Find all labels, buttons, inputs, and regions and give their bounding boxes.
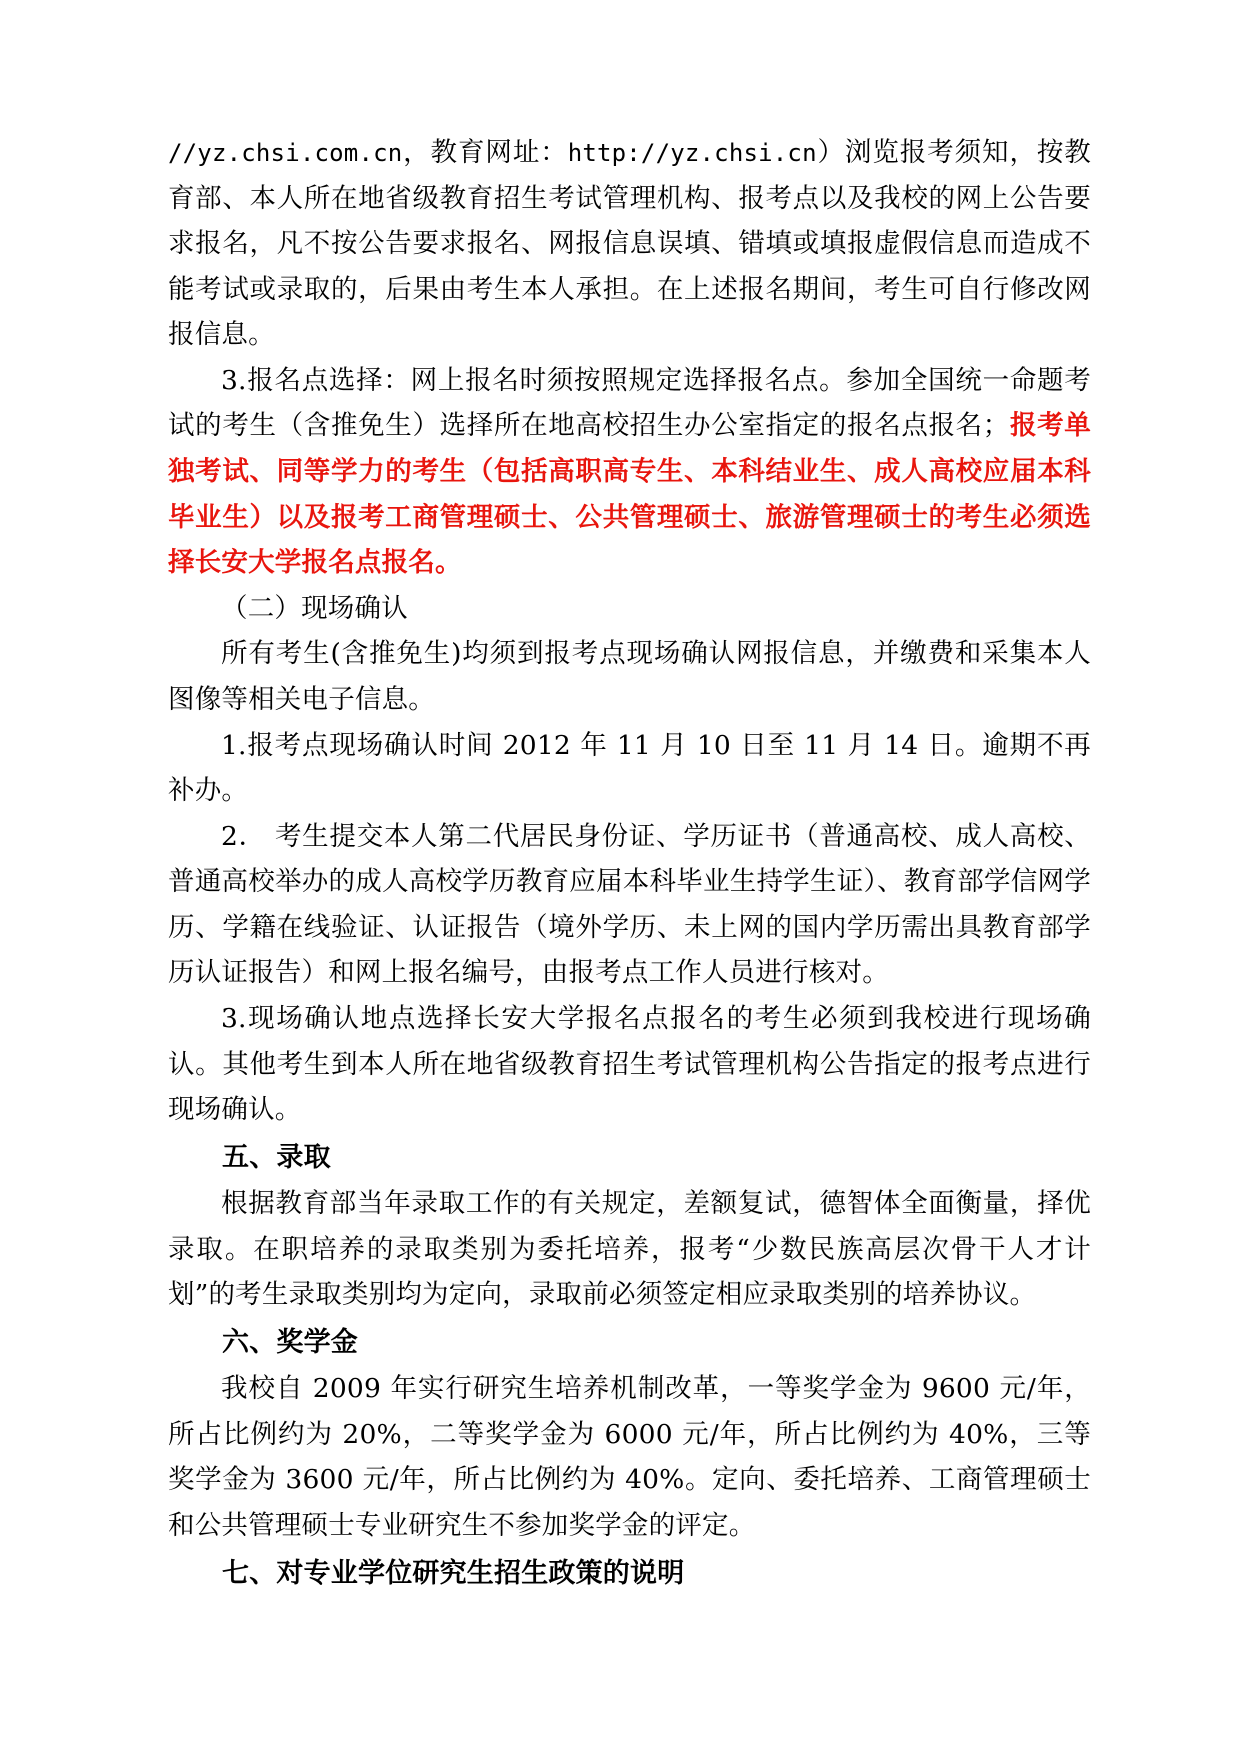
paragraph-admission-body xyxy=(168,1181,1091,1318)
text-run: 根据教育部当年录取工作的有关规定，差额复试，德智体全面衡量，择优录取。在职培养的录取类别为委托培养，报考“少数民族高层次骨干人才计划”的考生录取类别均为定向，录取前必须签定相应录取类别的培养协议。 xyxy=(168,1188,1091,1311)
paragraph-onsite-item-3 xyxy=(168,996,1091,1133)
paragraph-onsite-intro xyxy=(168,631,1091,722)
paragraph-site-selection xyxy=(168,358,1091,586)
document-body xyxy=(168,130,1091,1597)
text-run: 3.现场确认地点选择长安大学报名点报名的考生必须到我校进行现场确认。其他考生到本人所在地省级教育招生考试管理机构公告指定的报考点进行现场确认。 xyxy=(168,1002,1091,1126)
heading-admission xyxy=(168,1135,1091,1181)
text-run: 我校自 2009 年实行研究生培养机制改革，一等奖学金为 9600 元/年，所占比例约为 20%，二等奖学金为 6000 元/年，所占比例约为 40%，三等奖学金为 3600 元/年，所占比例约为 40%。定向、委托培养、工商管理硕士和公共管理硕士专业研究生不参加奖学金的评定。 xyxy=(168,1373,1091,1542)
text-run: 2． 考生提交本人第二代居民身份证、学历证书（普通高校、成人高校、普通高校举办的成人高校学历教育应届本科毕业生持学生证）、教育部学信网学历、学籍在线验证、认证报告（境外学历、未上网的国内学历需出具教育部学历认证报告）和网上报名编号，由报考点工作人员进行核对。 xyxy=(168,820,1091,989)
text-run: 所有考生(含推免生)均须到报考点现场确认网报信息，并缴费和采集本人图像等相关电子信息。 xyxy=(168,638,1091,715)
paragraph-onsite-item-1 xyxy=(168,723,1091,814)
text-run: ）浏览报考须知，按教育部、本人所在地省级教育招生考试管理机构、报考点以及我校的网上公告要求报名，凡不按公告要求报名、网报信息误填、错填或填报虚假信息而造成不能考试或录取的，后果由考生本人承担。在上述报名期间，考生可自行修改网报信息。 xyxy=(168,137,1092,351)
text-run: 五、录取 xyxy=(222,1141,331,1173)
paragraph-onsite-item-2 xyxy=(168,814,1091,996)
paragraph-online-registration xyxy=(168,130,1091,358)
text-run: ，教育网址： xyxy=(402,137,568,168)
paragraph-onsite-confirm-title xyxy=(168,586,1091,632)
text-run: 1.报考点现场确认时间 2012 年 11 月 10 日至 11 月 14 日。逾期不再补办。 xyxy=(168,729,1091,807)
text-run: 七、对专业学位研究生招生政策的说明 xyxy=(222,1557,685,1589)
heading-scholarship xyxy=(168,1320,1091,1366)
url-text: http://yz.chsi.cn xyxy=(567,139,817,167)
paragraph-scholarship-body xyxy=(168,1366,1091,1548)
heading-professional-degree-policy xyxy=(168,1551,1091,1597)
highlighted-text: 报考单独考试、同等学力的考生（包括高职高专生、本科结业生、成人高校应届本科毕业生）以及报考工商管理硕士、公共管理硕士、旅游管理硕士的考生必须选择长安大学报名点报名。 xyxy=(168,410,1091,579)
url-text: //yz.chsi.com.cn xyxy=(168,139,403,167)
text-run: 3.报名点选择：网上报名时须按照规定选择报名点。参加全国统一命题考试的考生（含推免生）选择所在地高校招生办公室指定的报名点报名； xyxy=(168,364,1091,442)
text-run: 六、奖学金 xyxy=(222,1326,358,1358)
text-run: （二）现场确认 xyxy=(221,592,408,624)
